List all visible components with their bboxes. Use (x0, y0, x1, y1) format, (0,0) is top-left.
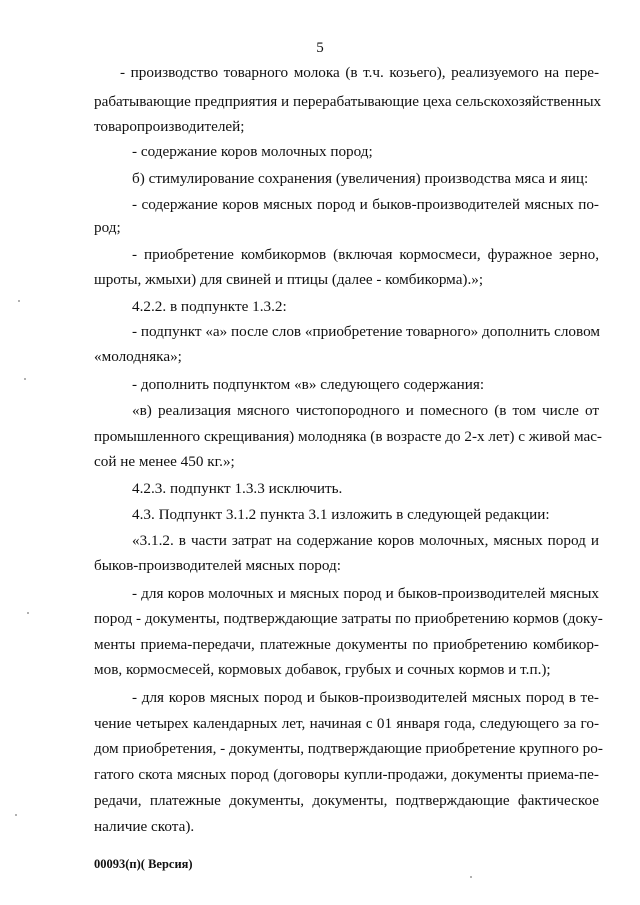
text-line: - производство товарного молока (в т.ч. козьего), реализуемого на пере- (120, 64, 599, 81)
text-line: шроты, жмыхи) для свиней и птицы (далее - комбикорма).»; (94, 271, 484, 288)
text-line: товаропроизводителей; (94, 118, 245, 135)
text-line: гатого скота мясных пород (договоры купли-продажи, документы приема-пе- (94, 766, 599, 783)
text-line: пород - документы, подтверждающие затраты по приобретению кормов (доку- (94, 610, 603, 627)
text-line: - дополнить подпунктом «в» следующего содержания: (132, 376, 485, 393)
scan-speck (18, 300, 20, 302)
text-line: промышленного скрещивания) молодняка (в возрасте до 2-х лет) с живой мас- (94, 428, 602, 445)
text-line: б) стимулирование сохранения (увеличения) производства мяса и яиц: (132, 170, 589, 187)
scan-speck (24, 378, 26, 380)
text-line: «молодняка»; (94, 348, 182, 365)
page-number: 5 (316, 40, 324, 56)
text-line: - содержание коров молочных пород; (132, 143, 373, 160)
text-line: 4.2.2. в подпункте 1.3.2: (132, 298, 287, 315)
text-line: 4.2.3. подпункт 1.3.3 исключить. (132, 480, 343, 497)
text-line: род; (94, 219, 121, 236)
text-line: мов, кормосмесей, кормовых добавок, грубых и сочных кормов и т.п.); (94, 661, 551, 678)
text-line: сой не менее 450 кг.»; (94, 453, 235, 470)
text-line: рабатывающие предприятия и перерабатывающие цеха сельскохозяйственных (94, 93, 602, 110)
text-line: «3.1.2. в части затрат на содержание коров молочных, мясных пород и (132, 532, 599, 549)
text-line: - подпункт «а» после слов «приобретение товарного» дополнить словом (132, 323, 600, 340)
text-line: быков-производителей мясных пород: (94, 557, 341, 574)
text-line: - для коров молочных и мясных пород и быков-производителей мясных (132, 585, 599, 602)
scan-speck (15, 814, 17, 816)
text-line: - приобретение комбикормов (включая кормосмеси, фуражное зерно, (132, 246, 599, 263)
text-line: редачи, платежные документы, документы, подтверждающие фактическое (94, 792, 599, 809)
text-line: чение четырех календарных лет, начиная с 01 января года, следующего за го- (94, 715, 599, 732)
text-line: «в) реализация мясного чистопородного и помесного (в том числе от (132, 402, 599, 419)
document-footer-code: 00093(п)( Версия) (94, 857, 193, 871)
text-line: - содержание коров мясных пород и быков-производителей мясных по- (132, 196, 599, 213)
scan-speck (470, 876, 472, 878)
text-line: наличие скота). (94, 818, 195, 835)
text-line: 4.3. Подпункт 3.1.2 пункта 3.1 изложить в следующей редакции: (132, 506, 550, 523)
text-line: менты приема-передачи, платежные документы по приобретению комбикор- (94, 636, 599, 653)
scan-speck (27, 612, 29, 614)
text-line: дом приобретения, - документы, подтверждающие приобретение крупного ро- (94, 740, 603, 757)
text-line: - для коров мясных пород и быков-производителей мясных пород в те- (132, 689, 599, 706)
